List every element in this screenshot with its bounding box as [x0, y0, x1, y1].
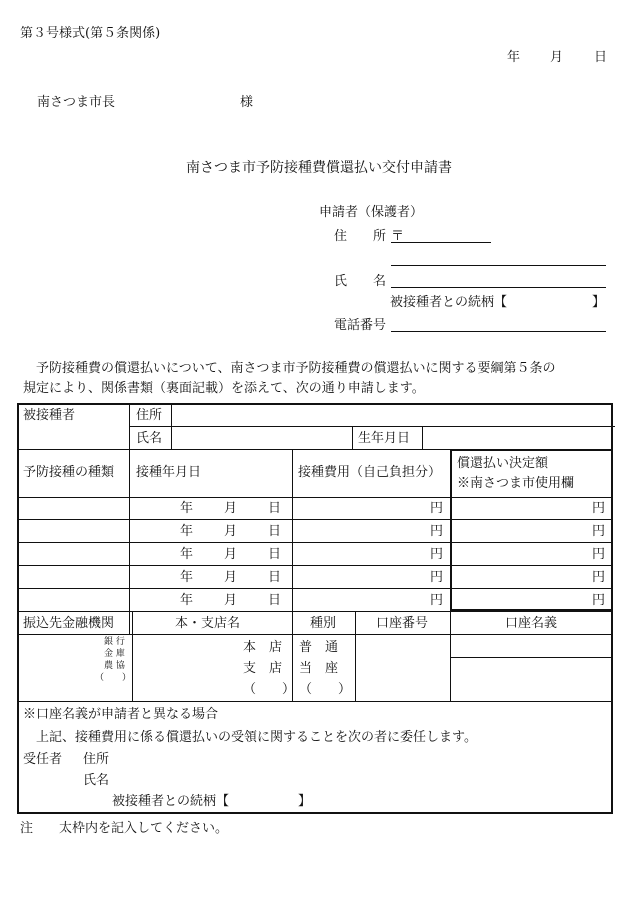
- address-line: [391, 265, 606, 266]
- vaccine-type-header: 予防接種の種類: [23, 465, 115, 480]
- grid-line: [17, 611, 613, 612]
- grid-line: [17, 634, 613, 635]
- recipient-name-label: 氏名: [136, 431, 163, 446]
- addressee: 南さつま市長: [37, 95, 116, 110]
- row4-day: 日: [268, 570, 282, 585]
- type-other: （ ）: [299, 682, 352, 697]
- row4-year: 年: [180, 570, 194, 585]
- row5-decision-yen: 円: [592, 593, 606, 608]
- applicant-name-label: 氏 名: [334, 274, 387, 289]
- delegate-relation-close: 】: [298, 794, 312, 809]
- grid-line: [355, 611, 356, 701]
- grid-line: [129, 403, 130, 497]
- shiten-option: 支 店: [243, 661, 283, 676]
- body-text-line1: 予防接種費の償還払いについて、南さつま市予防接種費の償還払いに関する要綱第５条の: [23, 361, 556, 376]
- delegate-address-label: 住所: [83, 752, 110, 767]
- row3-month: 月: [224, 547, 238, 562]
- row2-decision-yen: 円: [592, 524, 606, 539]
- application-form-table: [17, 403, 613, 814]
- city-use-note: ※南さつま市使用欄: [457, 476, 575, 491]
- grid-line: [129, 497, 130, 634]
- row2-day: 日: [268, 524, 282, 539]
- row2-month: 月: [224, 524, 238, 539]
- row1-cost-yen: 円: [430, 501, 444, 516]
- date-month: 月: [550, 50, 564, 65]
- postal-code-line: [391, 242, 491, 243]
- body-text-line2: 規定により、関係書類（裏面記載）を添えて、次の通り申請します。: [23, 381, 425, 396]
- grid-line: [422, 426, 423, 449]
- grid-line: [292, 449, 293, 701]
- applicant-phone-label: 電話番号: [334, 318, 387, 333]
- grid-line: [132, 611, 133, 701]
- institution-shinkin: 金 庫: [104, 649, 125, 659]
- applicant-heading: 申請者（保護者）: [319, 205, 424, 220]
- institution-bank: 銀 行: [104, 637, 125, 647]
- row1-year: 年: [180, 501, 194, 516]
- row3-decision-yen: 円: [592, 547, 606, 562]
- name-line: [391, 287, 606, 288]
- delegate-name-label: 氏名: [83, 773, 110, 788]
- vaccination-date-header: 接種年月日: [136, 465, 202, 480]
- row1-month: 月: [224, 501, 238, 516]
- recipient-birthdate-label: 生年月日: [358, 431, 411, 446]
- bank-label: 振込先金融機関: [23, 616, 115, 631]
- applicant-relation-label: 被接種者との続柄【: [390, 295, 508, 310]
- row3-day: 日: [268, 547, 282, 562]
- row3-year: 年: [180, 547, 194, 562]
- delegate-statement: 上記、接種費用に係る償還払いの受領に関することを次の者に委任します。: [23, 730, 477, 745]
- grid-line: [129, 426, 615, 427]
- vaccination-cost-header: 接種費用（自己負担分）: [298, 465, 442, 480]
- institution-other: （ ）: [95, 673, 132, 683]
- row3-cost-yen: 円: [430, 547, 444, 562]
- recipient-address-label: 住所: [136, 408, 163, 423]
- row5-day: 日: [268, 593, 282, 608]
- branch-other: （ ）: [243, 682, 296, 697]
- row1-decision-yen: 円: [592, 501, 606, 516]
- institution-noukyo: 農 協: [104, 661, 125, 671]
- grid-line: [171, 403, 172, 449]
- addressee-honorific: 様: [240, 95, 254, 110]
- footer-note: 注 太枠内を記入してください。: [20, 821, 229, 836]
- grid-line: [450, 611, 451, 701]
- branch-name-label: 本・支店名: [175, 616, 241, 631]
- row4-decision-yen: 円: [592, 570, 606, 585]
- row4-month: 月: [224, 570, 238, 585]
- grid-line: [352, 426, 353, 449]
- document-title: 南さつま市予防接種費償還払い交付申請書: [186, 160, 452, 176]
- row5-cost-yen: 円: [430, 593, 444, 608]
- row5-month: 月: [224, 593, 238, 608]
- row1-day: 日: [268, 501, 282, 516]
- postal-mark: 〒: [391, 229, 405, 244]
- touza-option: 当 座: [299, 661, 339, 676]
- grid-line: [17, 701, 613, 702]
- date-day: 日: [594, 50, 608, 65]
- form-number: 第３号様式(第５条関係): [20, 26, 161, 41]
- account-number-label: 口座番号: [376, 616, 429, 631]
- applicant-relation-close: 】: [592, 295, 606, 310]
- account-name-label: 口座名義: [505, 616, 558, 631]
- delegate-note: ※口座名義が申請者と異なる場合: [23, 707, 219, 722]
- phone-line: [391, 331, 606, 332]
- applicant-address-label: 住 所: [334, 229, 387, 244]
- row5-year: 年: [180, 593, 194, 608]
- recipient-label: 被接種者: [23, 408, 76, 423]
- city-use-column-frame: [450, 449, 613, 611]
- row2-cost-yen: 円: [430, 524, 444, 539]
- delegate-agent-label: 受任者: [23, 752, 63, 767]
- decision-amount-header: 償還払い決定額: [457, 456, 549, 471]
- honten-option: 本 店: [243, 640, 283, 655]
- row2-year: 年: [180, 524, 194, 539]
- grid-line: [450, 657, 613, 658]
- date-year: 年: [507, 50, 521, 65]
- delegate-relation-label: 被接種者との続柄【: [112, 794, 230, 809]
- account-type-label: 種別: [310, 616, 337, 631]
- row4-cost-yen: 円: [430, 570, 444, 585]
- futsu-option: 普 通: [299, 640, 339, 655]
